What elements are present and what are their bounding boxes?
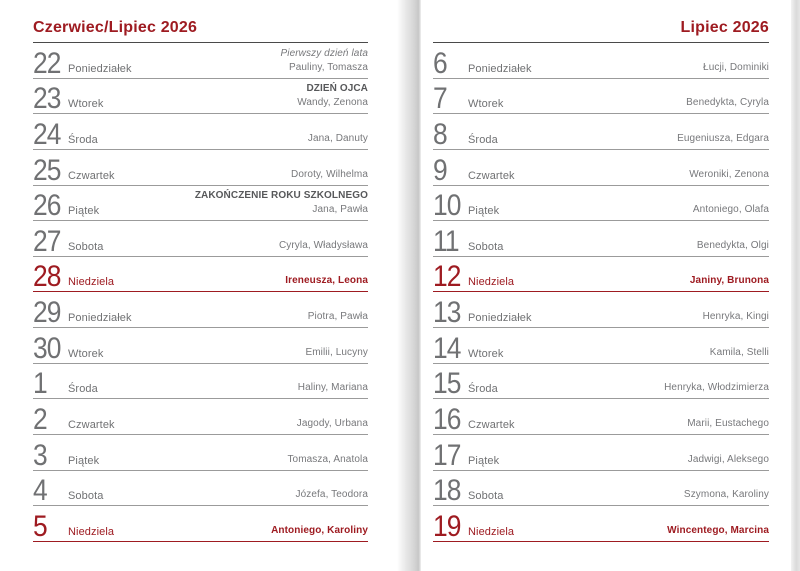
day-row [433,292,769,328]
day-row-right [693,204,769,218]
weekday-label: Poniedziałek [68,62,132,75]
weekday-label: Sobota [68,240,104,253]
name-days-label: Antoniego, Karoliny [271,524,368,536]
day-number: 14 [433,331,461,365]
day-number: 26 [33,189,61,223]
day-row [33,328,368,364]
day-row-right [281,48,369,76]
day-row [433,79,769,115]
day-row [33,364,368,400]
weekday-label: Niedziela [68,276,115,289]
weekday-label: Wtorek [68,98,104,111]
day-row-left [433,82,504,116]
day-row-left [33,438,100,472]
name-days-label: Pauliny, Tomasza [288,61,368,73]
name-days-label: Jagody, Urbana [296,417,368,429]
day-row-left [433,46,532,80]
calendar-page-left [0,0,397,571]
day-row-right [298,382,368,396]
name-days-label: Eugeniusza, Edgara [677,132,769,144]
day-row-right [688,454,769,468]
day-row [433,506,769,542]
day-row [433,399,769,435]
right-day-rows [433,42,769,542]
day-row-right [686,97,769,111]
name-days-label: Szymona, Karoliny [683,489,769,501]
day-number: 3 [33,438,47,472]
day-row-right [710,347,769,361]
day-row [433,435,769,471]
day-row-left [33,331,104,365]
name-days-label: Benedykta, Olgi [696,239,769,251]
day-number: 24 [33,117,61,151]
day-row [33,79,368,115]
weekday-label: Poniedziałek [68,312,132,324]
day-number: 16 [433,402,461,436]
day-row-right [689,169,769,183]
weekday-label: Środa [468,383,498,396]
weekday-label: Środa [68,133,98,146]
day-row [33,506,368,542]
day-row-left [33,46,132,80]
name-days-label: Janiny, Brunona [689,275,769,287]
day-row-right [287,454,368,468]
name-days-label: Jana, Danuty [307,132,368,144]
day-row-right [690,275,769,289]
day-number: 25 [33,153,61,187]
holiday-label: Pierwszy dzień lata [280,47,368,59]
day-row [433,186,769,222]
weekday-label: Niedziela [468,276,515,289]
day-row-left [433,189,500,223]
name-days-label: Ireneusza, Leona [285,275,368,287]
day-number: 11 [433,224,459,258]
day-number: 10 [433,189,461,223]
day-row [433,114,769,150]
name-days-label: Henryka, Włodzimierza [664,382,769,394]
day-row-right [305,347,368,361]
weekday-label: Czwartek [68,169,115,182]
weekday-label: Piątek [468,454,500,467]
day-row [33,221,368,257]
day-number: 4 [33,474,47,508]
day-row-left [433,331,504,365]
name-days-label: Kamila, Stelli [709,346,769,358]
day-row-left [433,474,504,508]
day-number: 22 [33,46,61,80]
day-row-left [33,260,115,294]
weekday-label: Niedziela [68,525,115,538]
day-row-right [308,133,368,147]
day-row [33,435,368,471]
weekday-label: Sobota [68,490,104,503]
day-row [33,114,368,150]
name-days-label: Łucji, Dominiki [703,61,769,73]
day-number: 5 [33,509,47,543]
day-row [433,43,769,79]
day-row-right [667,525,769,539]
day-row [433,364,769,400]
name-days-label: Tomasza, Anatola [287,453,368,465]
name-days-label: Emilii, Lucyny [305,346,368,358]
day-row-left [33,367,98,401]
day-number: 18 [433,474,461,508]
day-number: 9 [433,153,447,187]
right-page-content [433,0,769,571]
weekday-label: Piątek [68,454,100,467]
weekday-label: Wtorek [68,347,104,360]
day-row-left [33,474,104,508]
day-number: 8 [433,117,447,151]
day-row-left [433,509,515,543]
day-row-left [433,296,532,329]
weekday-label: Środa [68,383,98,396]
day-number: 1 [33,367,47,401]
holiday-label: ZAKOŃCZENIE ROKU SZKOLNEGO [194,190,368,202]
name-days-label: Wandy, Zenona [297,97,368,109]
weekday-label: Sobota [468,240,504,253]
day-row [33,43,368,79]
weekday-label: Czwartek [468,418,515,431]
day-number: 13 [433,296,461,329]
weekday-label: Wtorek [468,347,504,360]
day-row-right [279,240,368,254]
weekday-label: Piątek [68,205,100,218]
day-row-left [33,189,100,223]
day-number: 19 [433,509,461,543]
day-row [33,257,368,293]
day-number: 6 [433,46,447,80]
day-row [433,221,769,257]
day-row-right [687,418,769,432]
name-days-label: Wincentego, Marcina [667,524,769,536]
name-days-label: Benedykta, Cyryla [686,97,769,109]
day-row-left [433,402,515,436]
weekday-label: Środa [468,133,498,146]
weekday-label: Niedziela [468,525,515,538]
day-row [33,150,368,186]
holiday-label: DZIEŃ OJCA [306,83,368,95]
day-number: 15 [433,367,461,401]
day-number: 30 [33,331,61,365]
day-row-right [297,83,368,111]
day-row-right [697,240,769,254]
left-day-rows [33,42,368,542]
name-days-label: Piotra, Pawła [307,311,368,322]
day-row [433,328,769,364]
day-number: 12 [433,260,461,294]
day-row-left [33,509,115,543]
day-number: 17 [433,438,461,472]
day-row-left [433,153,515,187]
name-days-label: Henryka, Kingi [702,311,769,322]
day-row-right [285,275,368,289]
day-row-left [433,367,498,401]
page-gutter-shadow [397,0,421,571]
day-number: 28 [33,260,61,294]
day-number: 27 [33,224,61,258]
weekday-label: Poniedziałek [468,312,532,324]
page-edge-shadow [791,0,800,571]
day-row-left [433,117,498,151]
day-row-left [33,224,104,258]
weekday-label: Czwartek [68,418,115,431]
weekday-label: Sobota [468,490,504,503]
day-row [433,257,769,293]
name-days-label: Jadwigi, Aleksego [687,453,769,465]
weekday-label: Wtorek [468,98,504,111]
name-days-label: Weroniki, Zenona [689,168,769,180]
name-days-label: Doroty, Wilhelma [291,168,368,180]
day-row-left [33,117,98,151]
day-row-right [308,311,368,325]
name-days-label: Józefa, Teodora [295,489,368,501]
day-row [433,150,769,186]
day-row [33,292,368,328]
day-row-left [433,260,515,294]
day-row-right [664,382,769,396]
day-row [33,399,368,435]
day-row-right [677,133,769,147]
day-number: 29 [33,296,61,329]
name-days-label: Cyryla, Władysława [278,239,368,251]
day-number: 23 [33,82,61,116]
day-row-left [33,153,115,187]
day-row-left [33,402,115,436]
name-days-label: Haliny, Mariana [297,382,368,394]
day-row-right [271,525,368,539]
day-row-left [33,82,104,116]
name-days-label: Marii, Eustachego [687,417,769,429]
day-row-left [33,296,132,329]
day-row-right [297,418,368,432]
name-days-label: Antoniego, Olafa [692,204,769,216]
day-row-left [433,224,504,258]
day-row-right [195,190,368,218]
weekday-label: Czwartek [468,169,515,182]
left-month-title: Czerwiec/Lipiec 2026 [33,19,198,36]
day-row-right [684,489,769,503]
day-row-right [703,311,769,325]
day-number: 7 [433,82,447,116]
day-row-right [296,489,368,503]
calendar-page-right [421,0,791,571]
day-row [33,471,368,507]
left-page-content [33,0,368,571]
right-month-title: Lipiec 2026 [680,19,769,36]
day-row [33,186,368,222]
weekday-label: Poniedziałek [468,62,532,75]
day-row [433,471,769,507]
name-days-label: Jana, Pawła [312,204,368,216]
weekday-label: Piątek [468,205,500,218]
day-number: 2 [33,402,47,436]
day-row-right [703,62,769,76]
day-row-right [291,169,368,183]
day-row-left [433,438,500,472]
